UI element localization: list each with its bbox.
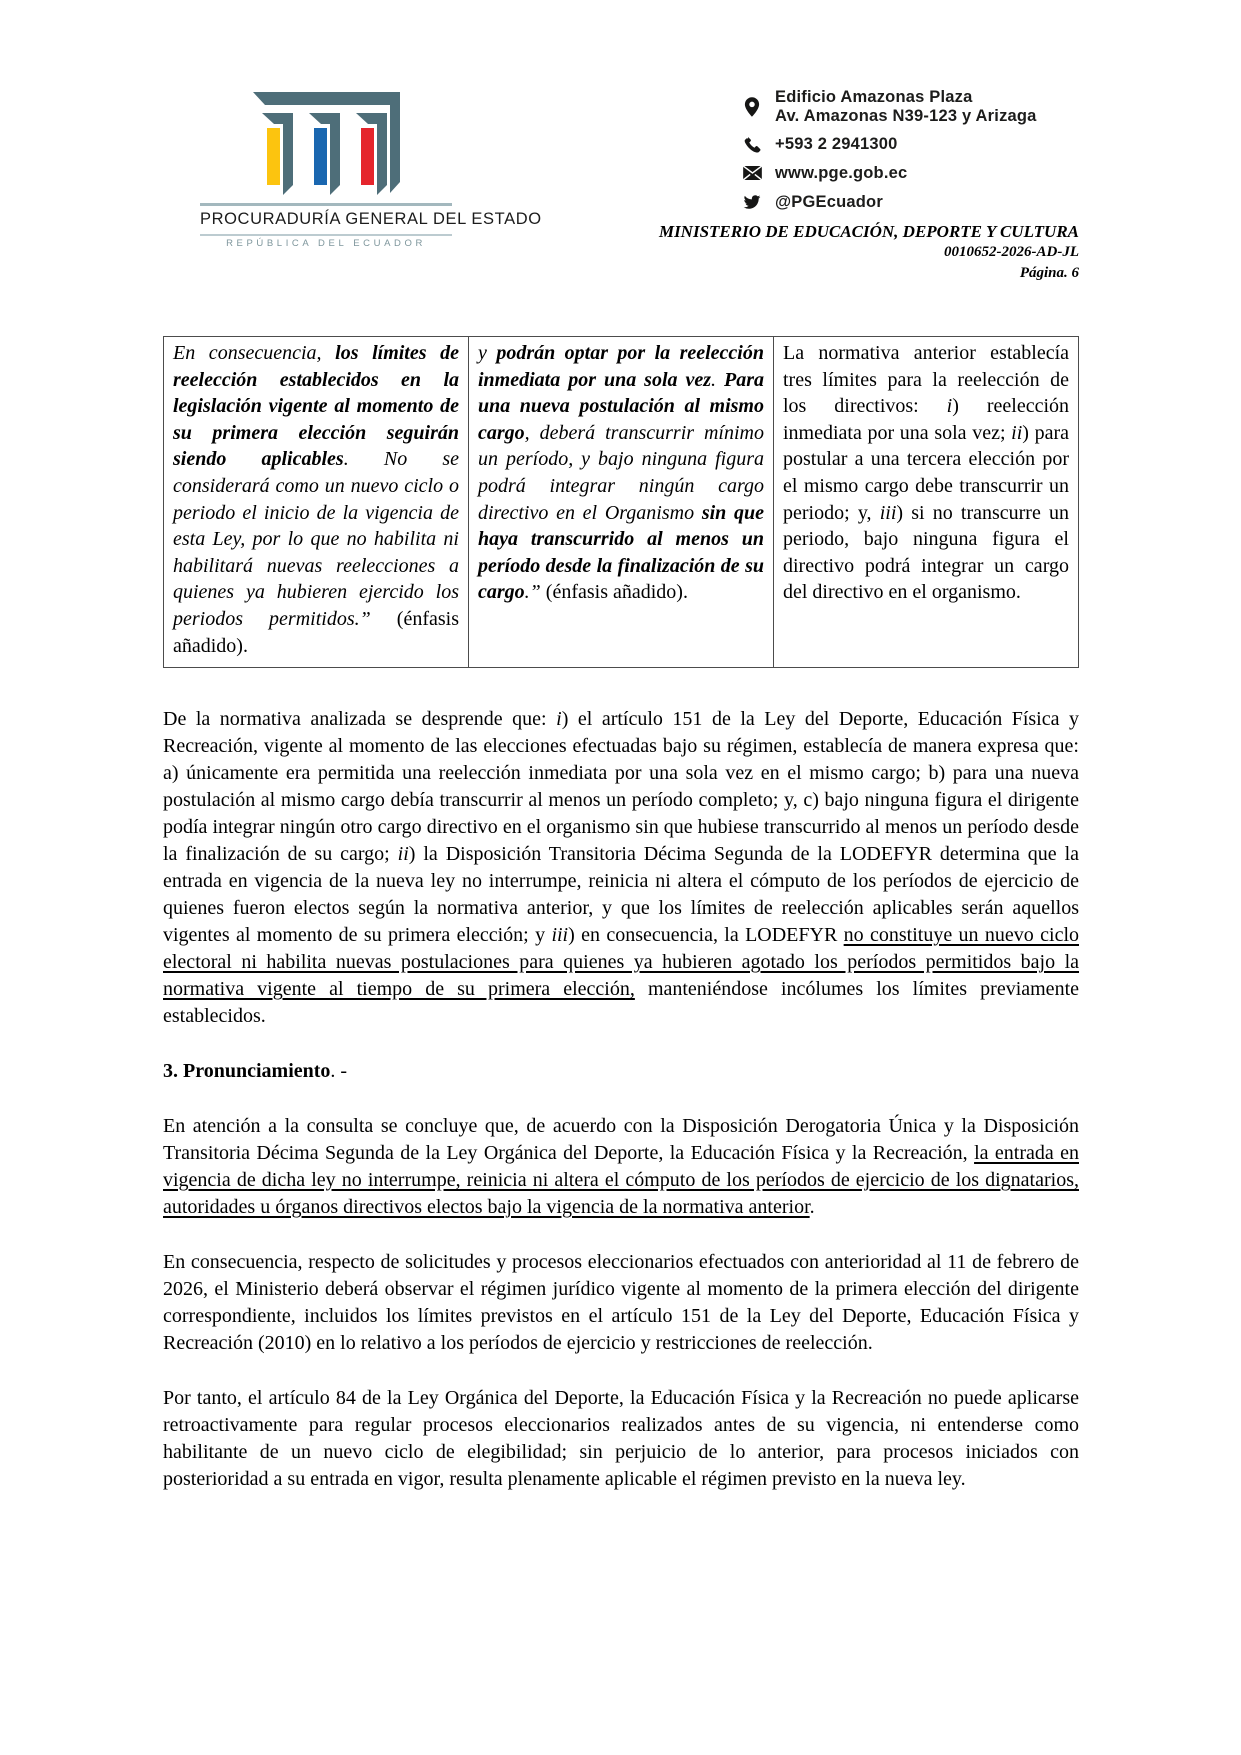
table-cell-summary: La normativa anterior establecía tres límites para la reelección de los directivos: i) reelección inmediata por una sola vez; ii) para postular a una tercera elección por el mismo cargo debe transcurrir un periodo; y, iii) si no transcurre un periodo, bajo ninguna figura el directivo podrá integrar un cargo del directivo en el organismo. [774,337,1079,668]
address-text [775,88,1037,126]
normative-comparison-table [163,336,1079,668]
reference-ministry: MINISTERIO DE EDUCACIÓN, DEPORTE Y CULTURA [658,222,1079,241]
phone-row [742,133,1037,155]
twitter-row [742,191,1037,213]
twitter-icon [742,191,762,213]
logo-divider-top [200,203,452,206]
twitter-handle: @PGEcuador [775,192,883,211]
phone-number: +593 2 2941300 [775,134,898,153]
paragraph-conclusion: En atención a la consulta se concluye que, de acuerdo con la Disposición Derogatoria Única y la Disposición Transitoria Décima Segunda de la Ley Orgánica del Deporte, la Educación Física y la Recreación, la entrada en vigencia de dicha ley no interrumpe, reinicia ni altera el cómputo de los períodos de ejercicio de los dignatarios, autoridades u órganos directivos electos bajo la vigencia de la normativa anterior. [163,1115,1079,1219]
address-line2: Av. Amazonas N39-123 y Arizaga [775,107,1037,125]
table-cell-quote-article: y podrán optar por la reelección inmediata por una sola vez. Para una nueva postulación al mismo cargo, deberá transcurrir mínimo un período, y bajo ninguna figura podrá integrar ningún cargo directivo en el Organismo sin que haya transcurrido al menos un período desde la finalización de su cargo.” (énfasis añadido). [469,337,774,668]
envelope-icon [742,162,762,184]
website-row [742,162,1037,184]
pge-logo [200,92,542,249]
document-body [163,336,1079,1493]
heading-pronunciamiento: 3. Pronunciamiento. - [163,1060,348,1083]
website-url: www.pge.gob.ec [775,163,908,182]
address-line1: Edificio Amazonas Plaza [775,88,973,106]
paragraph-final: Por tanto, el artículo 84 de la Ley Orgánica del Deporte, la Educación Física y la Recreación no puede aplicarse retroactivamente para regular procesos eleccionarios realizados antes de su vigencia, ni entenderse como habilitante de un nuevo ciclo de elegibilidad; sin perjuicio de lo anterior, para procesos iniciados con posterioridad a su entrada en vigor, resulta plenamente aplicable el régimen previsto en la nueva ley. [163,1387,1079,1491]
address-row [742,88,1037,126]
reference-code: 0010652-2026-AD-JL [944,244,1079,260]
paragraph-consequence: En consecuencia, respecto de solicitudes y procesos eleccionarios efectuados con anterioridad al 11 de febrero de 2026, el Ministerio deberá observar el régimen jurídico vigente al momento de la primera elección del dirigente correspondiente, incluidos los límites previstos en el artículo 151 de la Ley del Deporte, Educación Física y Recreación (2010) en lo relativo a los períodos de ejercicio y restricciones de reelección. [163,1251,1079,1355]
pge-logo-icon [253,92,400,196]
org-name: PROCURADURÍA GENERAL DEL ESTADO [200,210,542,228]
contact-block [742,88,1037,220]
paragraph-analysis: De la normativa analizada se desprende que: i) el artículo 151 de la Ley del Deporte, Educación Física y Recreación, vigente al momento de las elecciones efectuadas bajo su régimen, establecía de manera expresa que: a) únicamente era permitida una reelección inmediata por una sola vez en el mismo cargo; b) para una nueva postulación al mismo cargo debía transcurrir al menos un período completo; y, c) bajo ninguna figura el dirigente podía integrar ningún otro cargo directivo en el organismo sin que hubiese transcurrido al menos un período desde la finalización de su cargo; ii) la Disposición Transitoria Décima Segunda de la LODEFYR determina que la entrada en vigencia de la nueva ley no interrumpe, reinicia ni altera el cómputo de los períodos de ejercicio de quienes fueron electos según la normativa anterior, y que los límites de reelección aplicables serán aquellos vigentes al momento de su primera elección; y iii) en consecuencia, la LODEFYR no constituye un nuevo ciclo electoral ni habilita nuevas postulaciones para quienes ya hubieren agotado los períodos permitidos bajo la normativa vigente al tiempo de su primera elección, manteniéndose incólumes los límites previamente establecidos. [163,708,1080,1028]
table-row [164,337,1079,668]
location-pin-icon [742,96,762,118]
page-number: Página. 6 [1019,265,1079,281]
logo-divider-bottom [200,234,452,236]
table-cell-quote-previous-law: En consecuencia, los límites de reelección establecidos en la legislación vigente al momento de su primera elección seguirán siendo aplicables. No se considerará como un nuevo ciclo o periodo el inicio de la vigencia de esta Ley, por lo que no habilita ni habilitará nuevas reelecciones a quienes ya hubieren ejercido los periodos permitidos.” (énfasis añadido). [164,337,469,668]
doc-reference [659,221,1079,284]
org-subtitle: REPÚBLICA DEL ECUADOR [226,238,426,249]
phone-icon [742,133,762,155]
